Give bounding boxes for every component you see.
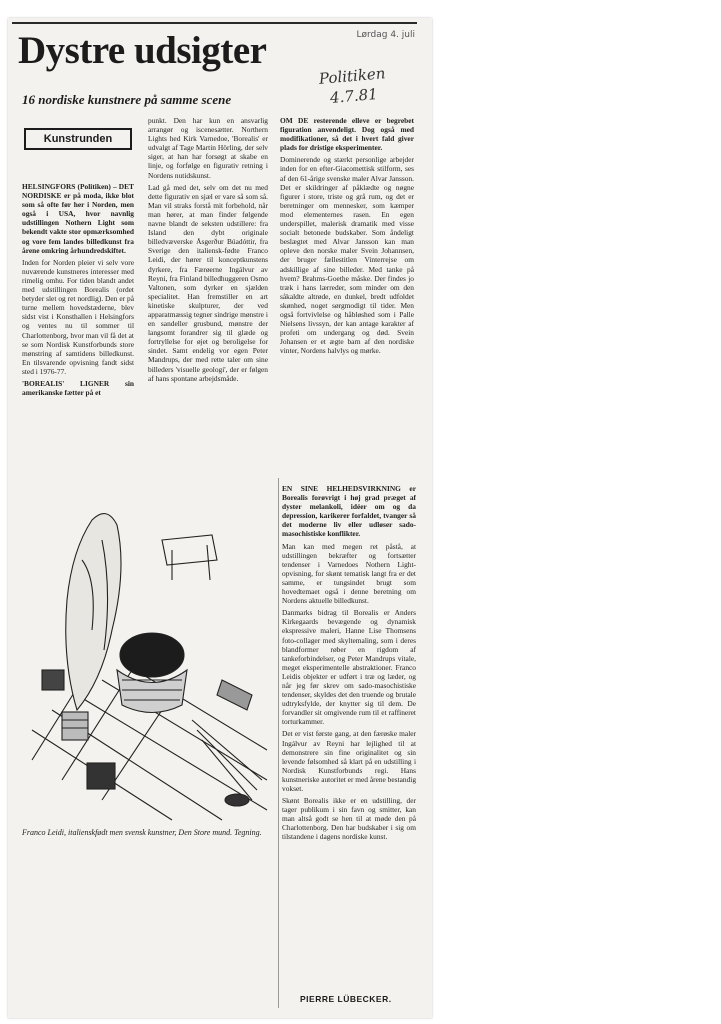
- column-3: [280, 116, 414, 488]
- headline: Dystre udsigter: [18, 29, 267, 72]
- paragraph: punkt. Den har kun en ansvarlig arrangør og iscenesætter. Northern Lights hed Kirk Varnedoe, 'Borealis' er udvalgt af Tage Martin Hörling, der selv siger, at han har forsøgt at skabe en linje, og forfølge en figurativ retning i Nordens nutidskunst.: [148, 116, 268, 180]
- byline: PIERRE LÜBECKER.: [300, 994, 392, 1004]
- subheadline: 16 nordiske kunstnere på samme scene: [22, 92, 232, 107]
- handwritten-date: 4.7.81: [329, 84, 379, 108]
- date-stamp: Lørdag 4. juli: [356, 30, 415, 40]
- section-kicker: Kunstrunden: [24, 128, 132, 150]
- paragraph: OM DE resterende elleve er begrebet figuration anvendeligt. Dog også med modifikationer, så det i hvert fald giver plads for dristige eksperimenter.: [280, 116, 414, 153]
- paragraph: Inden for Norden pleier vi selv vore nuværende kunstneres interesser med rimelig omhu. For tiden blandt andet med udstillingen Borealis (ordet betyder slet og ret nordlig). Den er på turne mellem hovedstæderne, blev sidst vist i Konsthallen i Helsingfors og ventes nu til sommer til Charlottenborg, hvor man vil få det at se som Nordisk Kunstforbunds store mønstring af samtidens billedkunst. En tilsvarende opvisning fandt sidst sted i 1976-77.: [22, 257, 134, 376]
- paragraph: Skønt Borealis ikke er en udstilling, der tager publikum i sin favn og smitter, kan man altså godt se hen til at møde den på Charlottenborg. Den har budskaber i sig om tilstandene i dagens nordiske kunst.: [282, 796, 416, 842]
- image-caption: Franco Leidi, italienskfødt men svensk kunstner, Den Store mund. Tegning.: [22, 828, 262, 837]
- paragraph: EN SINE HELHEDSVIRKNING er Borealis forøvrigt i høj grad præget af dyster melankoli, idéer om og da depression, karikerer forfaldet, tvanger så det moderne liv eller udløser sado-masochistiske konflikter.: [282, 484, 416, 539]
- handwritten-source: Politiken: [318, 64, 387, 88]
- artwork-illustration: [22, 480, 272, 825]
- paragraph: Dominerende og stærkt personlige arbejder inden for en efter-Giacomettisk stilform, ses af den 61-årige svenske maler Alvar Jansson. Det er skildringer af påklædte og nøgne figurer i store, triste og grå rum, og det er beretninger om mennesker, som kæmper mod elementernes rasen. En egen underspillet, malerisk dramatik med visse socialt betonede budskaber. Som åndeligt beslægtet med Alvar Jansson kan man opleve den norske maler Svein Johannsen, der bruger fællestitlen Vinterrejse om adskillige af sine billeder. Med tanke på hvem? Brahms-Goethe måske. Der findes jo træk i hans lærreder, som minder om den såkaldte altrøde, en dunkel, bredt udfoldet skønhed, noget sørgmodigt til tider. Men også fortvivlelse og håbløshed som i Palle Nielsens livssyn, der kan antage karakter af profeti om undergang og død. Svein Johansen er et ægte barn af den nordiske vinter, Nordens halvlys og mørke.: [280, 155, 414, 356]
- column-2: [148, 116, 268, 476]
- paragraph: HELSINGFORS (Politiken) – DET NORDISKE er på moda, ikke blot som så ofte før her i Norden, men også i USA, hvor navnlig udstillingen Nothern Light som bekendt vakte stor opmærksomhed og vore fem landes billedkunst fra årene omkring århundredskiftet.: [22, 182, 134, 255]
- top-rule: [12, 22, 417, 24]
- paragraph: 'BOREALIS' LIGNER sin amerikanske fætter på et: [22, 378, 134, 398]
- column-1: [22, 182, 134, 467]
- column-4: [282, 484, 416, 1004]
- paragraph: Lad gå med det, selv om det nu med dette figurativ en sjæl er vare så som så. Man vil straks forstå mit forbehold, når man hører, at man finder følgende navne blandt de seksten udstillere: fra Island den dybt originale billedvæverske Åsgerður Búadóttir, fra Sverige den italiensk-fødte Franco Leidi, der hører til konceptkunstens dyrkere, fra Færøerne Ingálvur av Reyni, fra Finland billedhuggeren Osmo Valtonen, som dyrker en sjælden specialitet. Han fremstiller en art kinetiske skulpturer, der ved apparatmæssig tegner sindrige mønstre i en sandeller grusbund, mønstre der langsomt forandrer sig til glæde og fortryllelse for øjet og beroligelse for sindet. Samt endelig vor egen Peter Mandrups, der med rette taler om sine billeders 'visuelle geologi', der er følgen af hans spontane arbejdsmåde.: [148, 182, 268, 383]
- paragraph: Danmarks bidrag til Borealis er Anders Kirkegaards bevægende og dynamisk ekspressive maleri, Hanne Lise Thomsens foto-collager med skyltemaling, som i deres blandformer røber en rigdom af tankeforbindelser, og Peter Mandrups vitale, meget eksperimentelle abstraktioner. Franco Leidis objekter er udført i træ og læder, og når jeg før skrev om sado-masochistiske tendenser, skyldes det den truende og brutale udtryksfylde, der knytter sig til dem. De forvandler sit omgivende rum til et raffineret torturkammer.: [282, 608, 416, 727]
- column-divider: [278, 478, 279, 1008]
- paragraph: Man kan med megen ret påstå, at udstillingen bekræfter og fortsætter tendenser i Varnedoes Nothern Light-opvisning, for skønt tematisk langt fra er det samme, er tungsindet brugt som hovedtemaet også i denne beretning om Nordens aktuelle billedkunst.: [282, 541, 416, 606]
- paragraph: Det er vist første gang, at den færøske maler Ingálvur av Reyni har lejlighed til at demonstrere sin fine originalitet og sin levende følsomhed så klart på en udstilling i Nordisk Kunstforbunds regi. Hans kunstneriske autoritet er med årene bestandig vokset.: [282, 729, 417, 793]
